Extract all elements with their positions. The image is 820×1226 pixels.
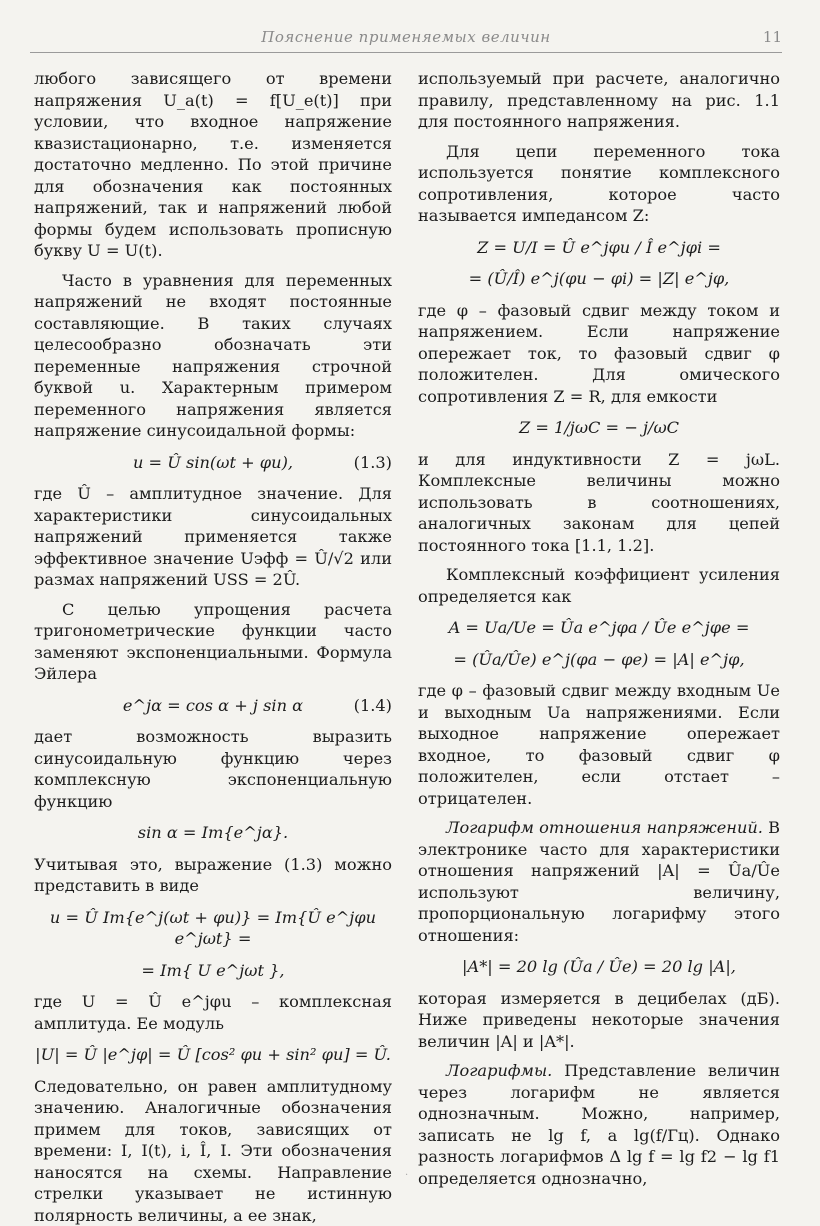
- equation-1-4: [34, 695, 392, 717]
- paragraph: используемый при расчете, аналогично правилу, представленному на рис. 1.1 для постоянного напряжения.: [418, 68, 780, 133]
- scan-mark: ·: [405, 1170, 408, 1181]
- left-column: [34, 68, 392, 1226]
- paragraph: которая измеряется в децибелах (дБ). Ниже приведены некоторые значения величин |A| и |A*|.: [418, 988, 780, 1053]
- equation-number: (1.3): [354, 452, 392, 474]
- paragraph: С целью упрощения расчета тригонометрические функции часто заменяют экспоненциальными. Формула Эйлера: [34, 599, 392, 685]
- equation-gain-line1: A = Ua/Ue = Ûa e^jφa / Ûe e^jφe =: [418, 617, 780, 639]
- equation-sin: sin α = Im{e^jα}.: [34, 822, 392, 844]
- paragraph: дает возможность выразить синусоидальную функцию через комплексную экспоненциальную функцию: [34, 726, 392, 812]
- running-title: Пояснение применяемых величин: [30, 28, 782, 46]
- section-heading: Логарифмы.: [446, 1061, 552, 1080]
- equation-number: (1.4): [354, 695, 392, 717]
- section-heading: Логарифм отношения напряжений.: [446, 818, 763, 837]
- paragraph-text: В электронике часто для характеристики отношения напряжений |A| = Ûa/Ûe используют величину, пропорциональную логарифму этого отношения:: [418, 818, 780, 945]
- equation-u-line2: = Im{ U e^jωt },: [34, 960, 392, 982]
- paragraph: Следовательно, он равен амплитудному значению. Аналогичные обозначения примем для токов, зависящих от времени: I, I(t), i, Î, I. Эти обозначения наносятся на схемы. Направление стрелки указывает не истинную полярность величины, а ее знак,: [34, 1076, 392, 1226]
- paragraph-text: Представление величин через логарифм не является однозначным. Можно, например, записать не lg f, a lg(f/Гц). Однако разность логарифмов Δ lg f = lg f2 − lg f1 определяется однозначно,: [418, 1061, 780, 1188]
- equation-gain-line2: = (Ûa/Ûe) e^j(φa − φe) = |A| e^jφ,: [418, 649, 780, 671]
- right-column: [418, 68, 780, 1189]
- paragraph: любого зависящего от времени напряжения U_a(t) = f[U_e(t)] при условии, что входное напряжение квазистационарно, т.е. изменяется достаточно медленно. По этой причине для обозначения как постоянных напряжений, так и напряжений любой формы будем использовать прописную букву U = U(t).: [34, 68, 392, 262]
- equation-u-line1: u = Û Im{e^j(ωt + φu)} = Im{Û e^jφu e^jωt} =: [34, 907, 392, 950]
- equation-impedance-line1: Z = U/I = Û e^jφu / Î e^jφi =: [418, 237, 780, 259]
- paragraph: [418, 1060, 780, 1189]
- paragraph: Часто в уравнения для переменных напряжений не входят постоянные составляющие. В таких случаях целесообразно обозначать эти переменные напряжения строчной буквой u. Характерным примером переменного напряжения является напряжение синусоидальной формы:: [34, 270, 392, 442]
- equation-capacitance: Z = 1/jωC = − j/ωC: [418, 417, 780, 439]
- paragraph: [418, 817, 780, 946]
- paragraph: где Û – амплитудное значение. Для характеристики синусоидальных напряжений применяется также эффективное значение Uэфф = Û/√2 или размах напряжений USS = 2Û.: [34, 483, 392, 591]
- paragraph: где φ – фазовый сдвиг между током и напряжением. Если напряжение опережает ток, то фазовый сдвиг φ положителен. Для омического сопротивления Z = R, для емкости: [418, 300, 780, 408]
- paragraph: Учитывая это, выражение (1.3) можно представить в виде: [34, 854, 392, 897]
- equation-1-3: [34, 452, 392, 474]
- paragraph: Для цепи переменного тока используется понятие комплексного сопротивления, которое часто называется импедансом Z:: [418, 141, 780, 227]
- equation-modulus: |U| = Û |e^jφ| = Û [cos² φu + sin² φu] = Û.: [34, 1044, 392, 1066]
- equation-text: e^jα = cos α + j sin α: [123, 696, 303, 715]
- paragraph: Комплексный коэффициент усиления определяется как: [418, 564, 780, 607]
- equation-text: u = Û sin(ωt + φu),: [133, 453, 293, 472]
- equation-impedance-line2: = (Û/Î) e^j(φu − φi) = |Z| e^jφ,: [418, 268, 780, 290]
- page-header: [30, 18, 782, 53]
- paragraph: где φ – фазовый сдвиг между входным Ue и выходным Ua напряжениями. Если выходное напряжение опережает входное, то фазовый сдвиг φ положителен, если отстает – отрицателен.: [418, 680, 780, 809]
- equation-decibel: |A*| = 20 lg (Ûa / Ûe) = 20 lg |A|,: [418, 956, 780, 978]
- paragraph: и для индуктивности Z = jωL. Комплексные величины можно использовать в соотношениях, аналогичных законам для цепей постоянного тока [1.1, 1.2].: [418, 449, 780, 557]
- paragraph: где U = Û e^jφu – комплексная амплитуда. Ее модуль: [34, 991, 392, 1034]
- page-number: 11: [763, 28, 782, 46]
